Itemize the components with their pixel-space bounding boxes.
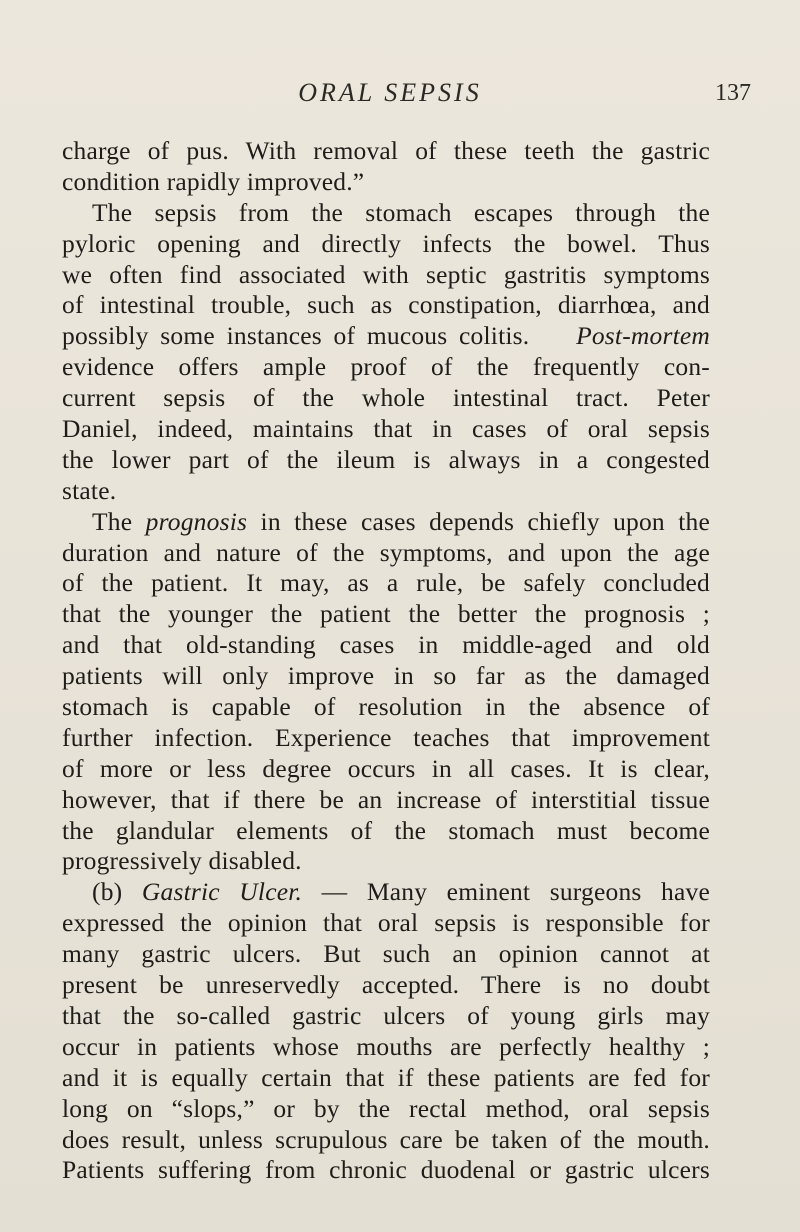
text-line: many gastric ulcers. But such an opinion cannot at — [62, 939, 710, 969]
text-line: Daniel, indeed, maintains that in cases of oral sepsis — [62, 414, 710, 444]
text-line: charge of pus. With removal of these teeth the gastric — [62, 136, 710, 165]
text-line — [62, 321, 710, 352]
text-fragment: possibly some instances of mucous colitis. — [62, 321, 530, 351]
text-line: that the younger the patient the better the prognosis ; — [62, 599, 710, 629]
text-line: and that old-standing cases in middle-aged and old — [62, 630, 710, 660]
text-line — [62, 877, 710, 908]
running-head — [0, 78, 800, 118]
text-line: stomach is capable of resolution in the absence of — [62, 692, 710, 722]
text-fragment: — Many eminent surgeons have — [321, 877, 710, 907]
text-line: progressively disabled. — [62, 846, 302, 876]
body-text — [62, 136, 710, 1186]
italic-phrase: Post-mortem — [576, 321, 710, 351]
text-line: evidence offers ample proof of the frequently con- — [62, 352, 710, 382]
text-line: present be unreservedly accepted. There is no doubt — [62, 970, 710, 1000]
text-line: patients will only improve in so far as the damaged — [62, 661, 710, 691]
text-line: duration and nature of the symptoms, and upon the age — [62, 537, 710, 567]
text-line: does result, unless scrupulous care be taken of the mouth. — [62, 1124, 710, 1154]
text-line: we often find associated with septic gastritis symptoms — [62, 259, 710, 289]
text-line: the lower part of the ileum is always in a congested — [62, 444, 710, 474]
text-line: however, that if there be an increase of interstitial tissue — [62, 784, 710, 814]
text-line: Patients suffering from chronic duodenal or gastric ulcers — [62, 1155, 710, 1185]
text-fragment: in these cases depends chiefly upon the — [260, 506, 711, 536]
text-line: occur in patients whose mouths are perfectly healthy ; — [62, 1031, 710, 1061]
text-line: current sepsis of the whole intestinal tract. Peter — [62, 383, 710, 413]
text-line: and it is equally certain that if these patients are fed for — [62, 1062, 710, 1092]
text-fragment: (b) — [92, 877, 123, 907]
text-line: state. — [62, 475, 117, 505]
text-line: the glandular elements of the stomach must become — [62, 815, 710, 845]
text-line — [62, 507, 710, 538]
text-line: further infection. Experience teaches that improvement — [62, 722, 710, 752]
text-line: of intestinal trouble, such as constipation, diarrhœa, and — [62, 290, 710, 320]
text-line: The sepsis from the stomach escapes through the — [92, 197, 710, 227]
text-line: expressed the opinion that oral sepsis is responsible for — [62, 908, 710, 938]
italic-phrase: prognosis — [145, 506, 248, 536]
italic-heading: Gastric Ulcer. — [141, 877, 303, 907]
text-line: condition rapidly improved.” — [62, 166, 365, 196]
running-title: ORAL SEPSIS — [298, 78, 482, 107]
text-line: of the patient. It may, as a rule, be safely concluded — [62, 568, 710, 598]
text-fragment: The — [92, 506, 133, 536]
text-line: pyloric opening and directly infects the bowel. Thus — [62, 228, 710, 258]
text-line: that the so-called gastric ulcers of young girls may — [62, 1000, 710, 1030]
text-line: of more or less degree occurs in all cases. It is clear, — [62, 753, 710, 783]
page-number: 137 — [715, 80, 751, 106]
text-line: long on “slops,” or by the rectal method, oral sepsis — [62, 1093, 710, 1123]
